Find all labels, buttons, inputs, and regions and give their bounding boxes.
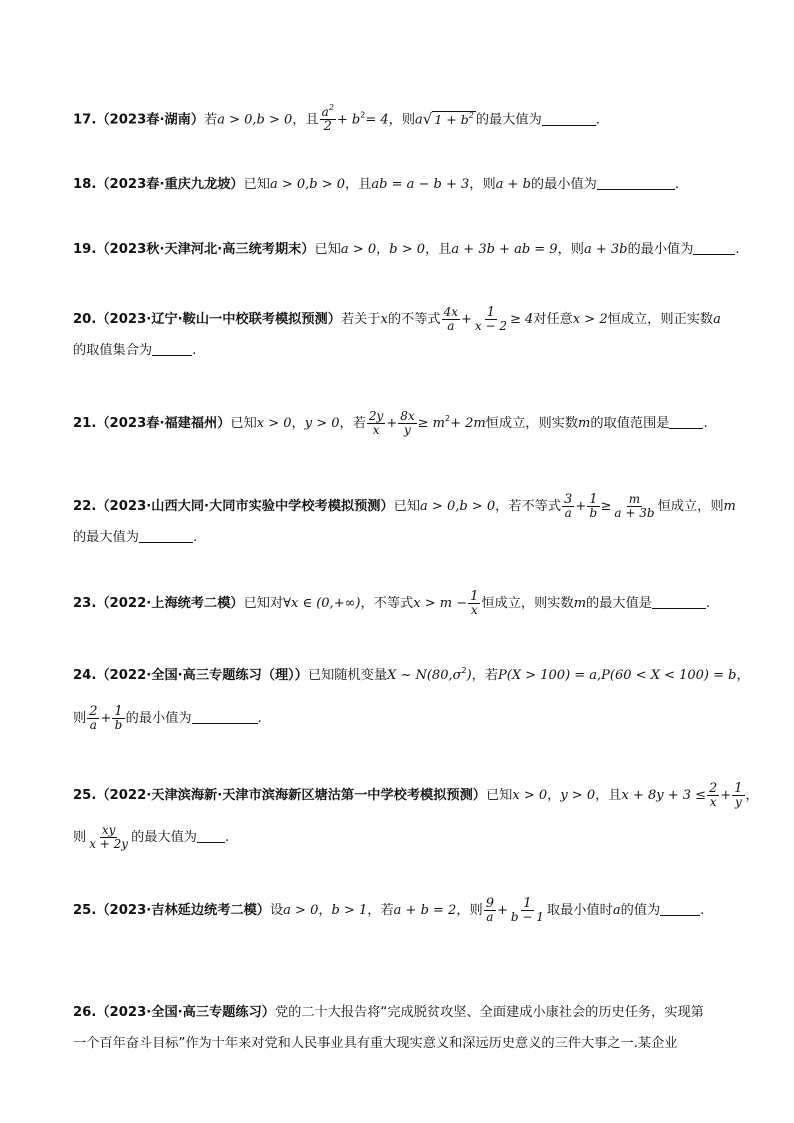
fraction: $\frac{8x}{y}$ bbox=[400, 408, 415, 437]
answer-blank[interactable] bbox=[693, 240, 735, 255]
fraction: $\frac{xy}{x + 2y}$ bbox=[89, 822, 129, 851]
answer-blank[interactable] bbox=[192, 709, 258, 724]
fraction: $\frac{m}{a + 3b}$ bbox=[614, 491, 655, 520]
answer-blank[interactable] bbox=[597, 175, 675, 190]
problem-17: 17.（2023春·湖南）若a > 0,b > 0，且 $\frac{a^2}{2}$ + $b^2= 4$，则a√ $1 + b^2$ 的最大值为 . bbox=[73, 103, 600, 134]
fraction: $\frac{1}{b - 1}$ bbox=[510, 895, 544, 924]
problem-22: 22.（2023·山西大同·大同市实验中学校考模拟预测）已知a > 0,b > 0，若不等式 $\frac{3}{a}$ + $\frac{1}{b}$ ≥ $\frac{m}{a + 3b}$ 恒成立，则m 的最大值为 . bbox=[73, 491, 736, 545]
answer-blank[interactable] bbox=[152, 341, 192, 356]
fraction: $\frac{4x}{a}$ bbox=[443, 304, 458, 333]
paragraph-line: 一个百年奋斗目标”作为十年来对党和人民事业具有重大现实意义和深远历史意义的三件大事之一.某企业 bbox=[73, 1036, 678, 1051]
problem-24: 24.（2022·全国·高三专题练习（理））已知随机变量X ~ $N(80,\sigma^2)$，若P(X > 100) = a,P(60 < X < 100) = b， 则 $\frac{2}{a}$ + $\frac{1}{b}$ 的最小值为 . bbox=[73, 666, 750, 732]
answer-blank[interactable] bbox=[660, 901, 700, 916]
fraction: $\frac{1}{b}$ bbox=[114, 703, 123, 732]
fraction: $\frac{1}{y}$ bbox=[734, 780, 743, 809]
math: a > 0,b > 0 bbox=[217, 112, 293, 128]
problem-19: 19.（2023秋·天津河北·高三统考期末）已知a > 0，b > 0，且a + 3b + ab = 9，则a + 3b的最小值为 . bbox=[73, 242, 740, 257]
sqrt: √ $1 + b^2$ bbox=[422, 109, 474, 128]
fraction: $\frac{2y}{x}$ bbox=[368, 408, 384, 437]
problem-23: 23.（2022·上海统考二模）已知对∀x ∈ (0,+∞)，不等式x > m − $\frac{1}{x}$ 恒成立，则实数m的最大值是 . bbox=[73, 588, 711, 617]
problem-25a: 25.（2022·天津滨海新·天津市滨海新区塘沽第一中学校考模拟预测）已知x > 0，y > 0，且x + 8y + 3 ≤ $\frac{2}{x}$ + $\frac{1}{y}$ ， 则 $\frac{xy}{x + 2y}$ 的最大值为 . bbox=[73, 780, 759, 851]
fraction: $\frac{2}{a}$ bbox=[89, 703, 98, 732]
fraction: $\frac{2}{x}$ bbox=[709, 780, 718, 809]
answer-blank[interactable] bbox=[197, 828, 225, 843]
fraction: $\frac{3}{a}$ bbox=[564, 491, 573, 520]
fraction: $\frac{9}{a}$ bbox=[485, 895, 494, 924]
problem-26: 26.（2023·全国·高三专题练习）党的二十大报告将“完成脱贫攻坚、全面建成小康社会的历史任务，实现第 一个百年奋斗目标”作为十年来对党和人民事业具有重大现实意义和深远历史意义的三件大事之一.某企业 bbox=[73, 1005, 704, 1051]
answer-blank[interactable] bbox=[652, 594, 706, 609]
paragraph-line: 党的二十大报告将“完成脱贫攻坚、全面建成小康社会的历史任务，实现第 bbox=[274, 1005, 704, 1020]
answer-blank[interactable] bbox=[139, 528, 193, 543]
fraction: $\frac{1}{x - 2}$ bbox=[474, 304, 507, 333]
answer-blank[interactable] bbox=[542, 111, 596, 126]
fraction: $\frac{1}{x}$ bbox=[470, 588, 479, 617]
problem-number: 17 bbox=[73, 112, 92, 128]
fraction: $\frac{a^2}{2}$ bbox=[321, 103, 334, 134]
problem-source: （2023春·湖南） bbox=[96, 112, 205, 128]
problem-25b: 25.（2023·吉林延边统考二模）设a > 0，b > 1，若a + b = 2，则 $\frac{9}{a}$ + $\frac{1}{b - 1}$ 取最小值时a的值为 . bbox=[73, 895, 705, 924]
fraction: $\frac{1}{b}$ bbox=[589, 491, 598, 520]
problem-20: 20.（2023·辽宁·鞍山一中校联考模拟预测）若关于x的不等式 $\frac{4x}{a}$ + $\frac{1}{x - 2}$ ≥ 4对任意x > 2恒成立，则正实数a 的取值集合为 . bbox=[73, 304, 721, 358]
answer-blank[interactable] bbox=[669, 414, 703, 429]
problem-18: 18.（2023春·重庆九龙坡）已知a > 0,b > 0，且ab = a − b + 3，则a + b的最小值为 . bbox=[73, 177, 680, 192]
problem-21: 21.（2023春·福建福州）已知x > 0，y > 0，若 $\frac{2y}{x}$ + $\frac{8x}{y}$ ≥ $m^2+ 2m$恒成立，则实数m的取值范围是 . bbox=[73, 408, 708, 437]
